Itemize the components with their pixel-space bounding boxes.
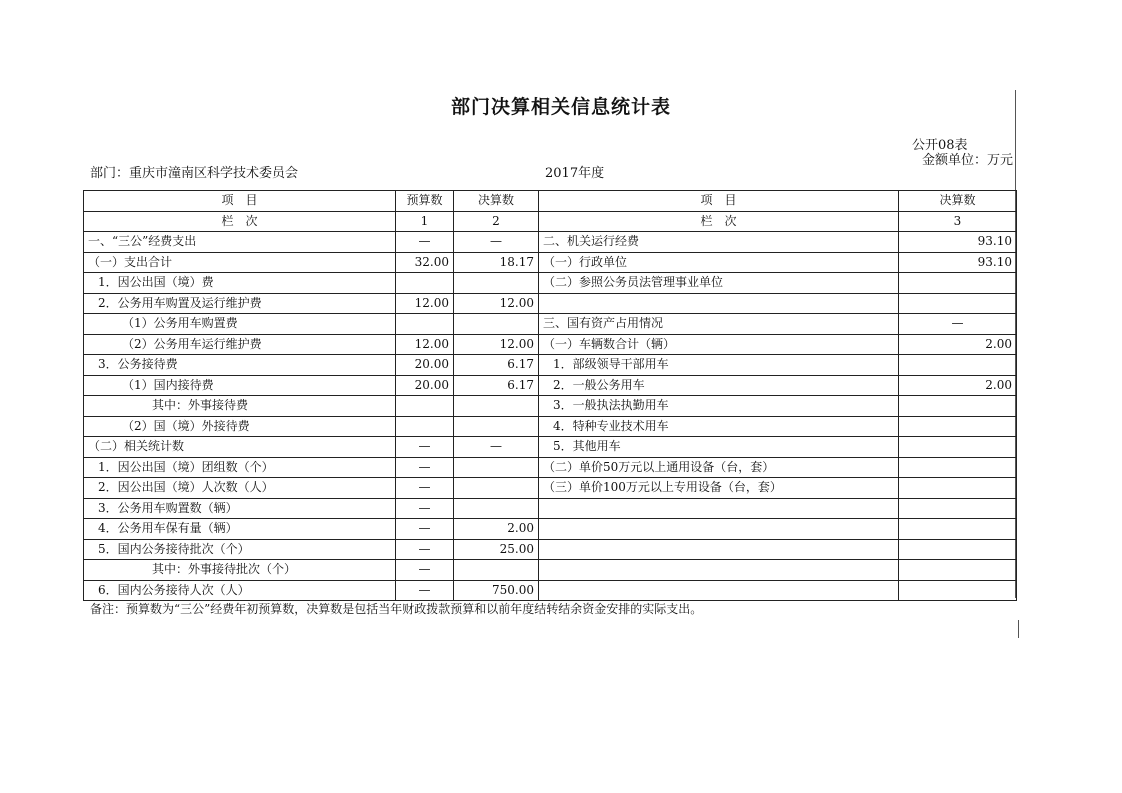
table-row: [84, 498, 1017, 519]
row-item-right: 2．一般公务用车: [539, 375, 899, 396]
row-item-left: （1）国内接待费: [84, 375, 396, 396]
row-final-value-right: 2.00: [899, 375, 1017, 396]
row-final-value: [454, 273, 539, 294]
row-item-right: 三、国有资产占用情况: [539, 314, 899, 335]
row-budget-value: —: [396, 457, 454, 478]
row-final-value-right: 93.10: [899, 252, 1017, 273]
row-item-right: [539, 498, 899, 519]
row-final-value: 2.00: [454, 519, 539, 540]
amount-unit: 金额单位：万元: [921, 153, 1013, 168]
row-item-left: 3．公务接待费: [84, 355, 396, 376]
row-budget-value: [396, 416, 454, 437]
statistics-table: [83, 190, 1017, 601]
table-row: [84, 334, 1017, 355]
row-final-value-right: [899, 457, 1017, 478]
department-label: 部门：重庆市潼南区科学技术委员会: [90, 166, 299, 181]
row-budget-value: 20.00: [396, 375, 454, 396]
row-budget-value: 32.00: [396, 252, 454, 273]
form-number: 公开08表: [912, 138, 968, 153]
row-item-right: 5．其他用车: [539, 437, 899, 458]
row-final-value: —: [454, 437, 539, 458]
column-label-right: 栏 次: [539, 211, 899, 232]
table-row: [84, 539, 1017, 560]
row-final-value-right: [899, 396, 1017, 417]
row-final-value-right: [899, 560, 1017, 581]
footnote: 备注：预算数为“三公”经费年初预算数，决算数是包括当年财政拨款预算和以前年度结转结余资金安排的实际支出。: [90, 602, 703, 616]
row-final-value-right: [899, 437, 1017, 458]
row-item-left: （2）公务用车运行维护费: [84, 334, 396, 355]
table-row: [84, 437, 1017, 458]
header-final-right: 决算数: [899, 191, 1017, 212]
row-final-value: [454, 457, 539, 478]
row-item-left: （二）相关统计数: [84, 437, 396, 458]
table-row: [84, 478, 1017, 499]
table-row: [84, 396, 1017, 417]
row-final-value-right: [899, 498, 1017, 519]
row-final-value-right: —: [899, 314, 1017, 335]
table-row: [84, 519, 1017, 540]
row-final-value: —: [454, 232, 539, 253]
row-budget-value: [396, 273, 454, 294]
table-row: [84, 273, 1017, 294]
row-item-left: 6．国内公务接待人次（人）: [84, 580, 396, 601]
row-item-right: 4．特种专业技术用车: [539, 416, 899, 437]
row-final-value-right: [899, 273, 1017, 294]
fiscal-year: 2017年度: [545, 166, 605, 181]
row-item-right: （三）单价100万元以上专用设备（台，套）: [539, 478, 899, 499]
row-item-right: [539, 580, 899, 601]
row-final-value-right: [899, 580, 1017, 601]
row-item-right: [539, 560, 899, 581]
row-item-right: [539, 519, 899, 540]
row-item-left: （一）支出合计: [84, 252, 396, 273]
row-final-value: 6.17: [454, 355, 539, 376]
row-budget-value: —: [396, 232, 454, 253]
row-final-value: [454, 416, 539, 437]
table-row: [84, 560, 1017, 581]
row-item-right: [539, 539, 899, 560]
row-final-value-right: 93.10: [899, 232, 1017, 253]
row-item-left: 2．因公出国（境）人次数（人）: [84, 478, 396, 499]
page-edge-line-lower: [1018, 620, 1019, 638]
row-final-value: 12.00: [454, 293, 539, 314]
row-final-value-right: 2.00: [899, 334, 1017, 355]
row-final-value: 750.00: [454, 580, 539, 601]
row-budget-value: —: [396, 580, 454, 601]
row-final-value: 18.17: [454, 252, 539, 273]
page-title: 部门决算相关信息统计表: [450, 96, 671, 118]
column-number-2: 2: [454, 211, 539, 232]
header-row: [84, 191, 1017, 212]
row-budget-value: —: [396, 498, 454, 519]
row-final-value-right: [899, 416, 1017, 437]
row-budget-value: [396, 314, 454, 335]
header-item: 项 目: [84, 191, 396, 212]
row-item-left: 3．公务用车购置数（辆）: [84, 498, 396, 519]
row-item-left: 1．因公出国（境）费: [84, 273, 396, 294]
row-budget-value: 20.00: [396, 355, 454, 376]
row-item-right: 二、机关运行经费: [539, 232, 899, 253]
row-budget-value: —: [396, 539, 454, 560]
column-number-row: [84, 211, 1017, 232]
row-item-left: 一、“三公”经费支出: [84, 232, 396, 253]
row-final-value: [454, 498, 539, 519]
row-item-left: 2．公务用车购置及运行维护费: [84, 293, 396, 314]
row-final-value: [454, 478, 539, 499]
column-number-3: 3: [899, 211, 1017, 232]
row-final-value: 12.00: [454, 334, 539, 355]
column-label: 栏 次: [84, 211, 396, 232]
table-row: [84, 314, 1017, 335]
row-item-left: （1）公务用车购置费: [84, 314, 396, 335]
row-item-right: [539, 293, 899, 314]
table-row: [84, 457, 1017, 478]
table-row: [84, 293, 1017, 314]
row-budget-value: [396, 396, 454, 417]
row-item-right: （一）行政单位: [539, 252, 899, 273]
row-budget-value: —: [396, 478, 454, 499]
row-item-left: 4．公务用车保有量（辆）: [84, 519, 396, 540]
table-row: [84, 355, 1017, 376]
table-row: [84, 252, 1017, 273]
row-budget-value: 12.00: [396, 334, 454, 355]
table-row: [84, 232, 1017, 253]
row-item-right: （一）车辆数合计（辆）: [539, 334, 899, 355]
row-final-value: [454, 314, 539, 335]
header-budget: 预算数: [396, 191, 454, 212]
row-item-right: 1．部级领导干部用车: [539, 355, 899, 376]
row-item-right: （二）单价50万元以上通用设备（台，套）: [539, 457, 899, 478]
row-final-value-right: [899, 519, 1017, 540]
row-final-value-right: [899, 293, 1017, 314]
header-item-right: 项 目: [539, 191, 899, 212]
table-row: [84, 375, 1017, 396]
row-item-left: （2）国（境）外接待费: [84, 416, 396, 437]
row-item-right: 3．一般执法执勤用车: [539, 396, 899, 417]
table-row: [84, 580, 1017, 601]
row-budget-value: 12.00: [396, 293, 454, 314]
row-final-value: 25.00: [454, 539, 539, 560]
row-final-value: 6.17: [454, 375, 539, 396]
row-final-value-right: [899, 478, 1017, 499]
row-final-value: [454, 396, 539, 417]
row-final-value: [454, 560, 539, 581]
table-row: [84, 416, 1017, 437]
row-item-right: （二）参照公务员法管理事业单位: [539, 273, 899, 294]
row-final-value-right: [899, 355, 1017, 376]
row-final-value-right: [899, 539, 1017, 560]
row-item-left: 1．因公出国（境）团组数（个）: [84, 457, 396, 478]
header-final: 决算数: [454, 191, 539, 212]
row-budget-value: —: [396, 519, 454, 540]
row-budget-value: —: [396, 437, 454, 458]
column-number-1: 1: [396, 211, 454, 232]
row-budget-value: —: [396, 560, 454, 581]
row-item-left: 5．国内公务接待批次（个）: [84, 539, 396, 560]
row-item-left: 其中：外事接待批次（个）: [84, 560, 396, 581]
row-item-left: 其中：外事接待费: [84, 396, 396, 417]
